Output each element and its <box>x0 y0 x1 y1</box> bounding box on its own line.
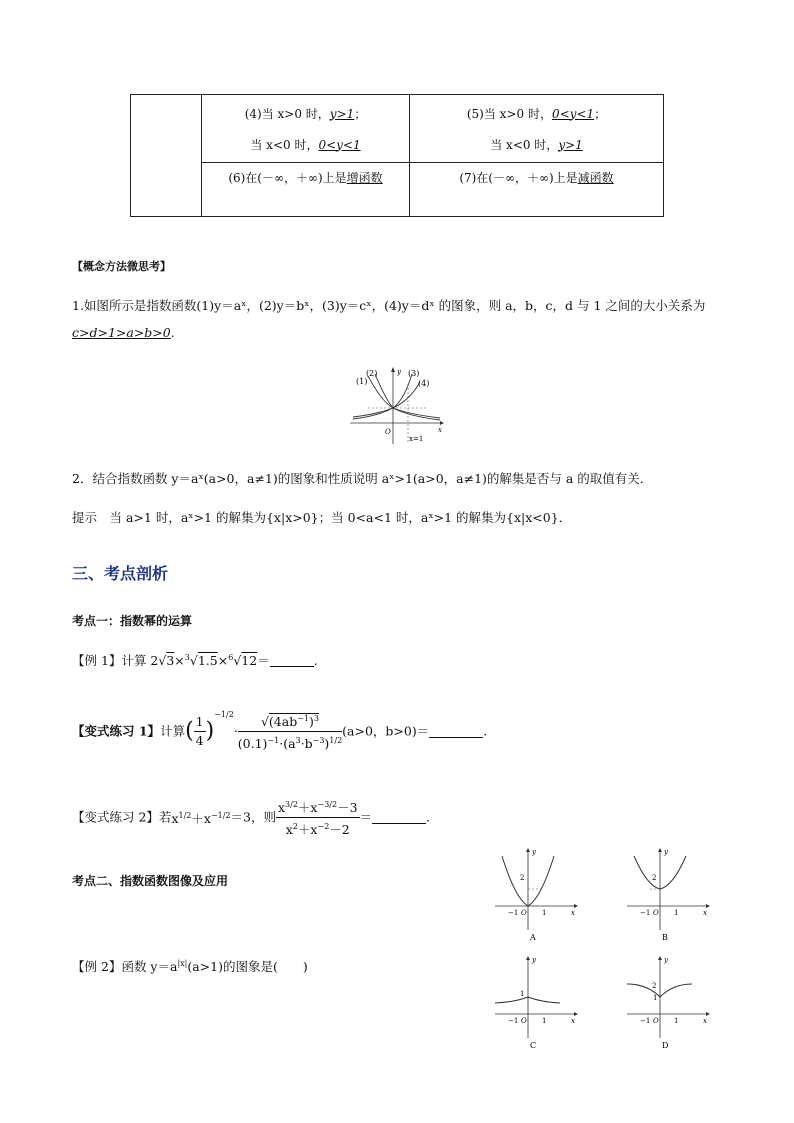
variant-2 <box>72 796 430 844</box>
exponential-curves-figure <box>348 364 448 446</box>
svg-text:y: y <box>664 956 668 964</box>
svg-text:x: x <box>703 909 707 917</box>
svg-text:−1: −1 <box>508 1017 519 1025</box>
cell-case7 <box>410 163 664 217</box>
question-1-answer: c>d>1>a>b>0 <box>72 325 171 340</box>
svg-text:2: 2 <box>520 874 525 882</box>
label-2: (2) <box>366 369 378 378</box>
svg-text:y: y <box>664 848 668 856</box>
variant-1-text: 计算 <box>160 723 186 739</box>
cell5-text: (5)当 x>0 时， <box>466 106 552 121</box>
variant-2-mid: ＝3，则 <box>230 809 276 825</box>
option-D-graph <box>627 956 710 1050</box>
concept-heading: 【概念方法微思考】 <box>72 260 171 273</box>
variant-1-condition: (a>0，b>0)＝ <box>342 723 430 739</box>
big-fraction: $\frac{√(4ab^{-1})^3}{(0.1)^{-1}\cdot(a^3\cdot b^{-3})^{1/2}}$ <box>238 710 342 753</box>
option-B-graph <box>627 848 710 942</box>
property-table <box>130 94 664 217</box>
svg-text:x: x <box>571 909 575 917</box>
label-3: (3) <box>408 369 420 378</box>
option-A-label: A <box>530 933 536 942</box>
svg-text:1: 1 <box>674 909 679 917</box>
quarter-power: ( <box>185 718 194 744</box>
cell4-sep: ； <box>354 106 367 121</box>
svg-text:y: y <box>532 848 536 856</box>
empty-cell <box>131 95 202 217</box>
question-2-hint: 提示 当 a>1 时，aˣ>1 的解集为{x|x>0}；当 0<a<1 时，aˣ>1 的解集为{x|x<0}． <box>72 510 572 525</box>
svg-text:2: 2 <box>652 982 657 990</box>
y-axis-label: y <box>397 368 401 376</box>
answer-blank-1[interactable] <box>270 654 314 667</box>
cell5b-answer: y>1 <box>558 137 583 152</box>
example-2-text: 函数 y＝a <box>121 959 178 975</box>
variant-1-tail: . <box>483 723 488 739</box>
option-B-label: B <box>662 933 668 942</box>
question-1: 1.如图所示是指数函数(1)y＝aˣ，(2)y＝bˣ，(3)y＝cˣ，(4)y＝dˣ 的图象，则 a，b，c，d 与 1 之间的大小关系为 <box>72 298 706 313</box>
radical-expression: √3×$^3$√1.5×$^6$√12 <box>158 653 258 669</box>
cell4-text: (4)当 x>0 时， <box>244 106 330 121</box>
option-C-label: C <box>530 1041 537 1050</box>
option-C-graph <box>495 956 578 1050</box>
quarter-fraction: $\frac{1}{4}$ <box>195 714 204 748</box>
example-2-text2: (a>1)的图象是( ) <box>187 959 308 975</box>
svg-text:−1: −1 <box>640 909 651 917</box>
point-1-heading: 考点一：指数幂的运算 <box>72 614 193 628</box>
variant-2-tail: . <box>426 809 431 825</box>
svg-text:O: O <box>521 909 527 917</box>
example-1-label: 【例 1】 <box>72 653 122 669</box>
variant-1: 【变式练习 1】计算( $\frac{1}{4}$ )$^{-1/2}$· $\frac{√(4ab^{-1})^3}{(0.1)^{-1}\cdot(a^3\cdot b^{-3})^{1/2}}$ (a>0，b>0)＝ . <box>72 710 488 752</box>
example-1-tail: . <box>313 653 318 669</box>
cell7-text: (7)在(－∞，＋∞)上是 <box>459 171 578 185</box>
variant-2-label: 【变式练习 2】 <box>72 809 159 825</box>
option-D-label: D <box>662 1041 669 1050</box>
origin-label: O <box>385 428 391 436</box>
example-2: 【例 2】函数 $y=a^{|x|}(a>1)$的图象是( ) <box>72 959 308 975</box>
svg-text:−1: −1 <box>508 909 519 917</box>
cell-case5 <box>410 95 664 163</box>
svg-text:1: 1 <box>520 990 525 998</box>
x-power-sum: $x^{1/2}+x^{-1/2}$ <box>171 811 231 827</box>
x1-label: x=1 <box>409 435 424 443</box>
cell-case4 <box>202 95 410 163</box>
svg-text:1: 1 <box>653 994 658 1002</box>
cell7-answer: 减函数 <box>577 171 614 185</box>
example-2-label: 【例 2】 <box>72 959 122 975</box>
answer-blank-2[interactable] <box>429 725 483 738</box>
cell6-text: (6)在(－∞，＋∞)上是 <box>228 171 347 185</box>
svg-text:−1: −1 <box>640 1017 651 1025</box>
svg-text:O: O <box>653 1017 659 1025</box>
svg-text:1: 1 <box>542 1017 547 1025</box>
cell5b-text: 当 x<0 时， <box>490 137 559 152</box>
svg-text:O: O <box>521 1017 527 1025</box>
example-1-equals: ＝ <box>257 653 270 669</box>
svg-text:y: y <box>532 956 536 964</box>
variant-2-text: 若 <box>158 809 172 825</box>
option-graphs <box>490 848 720 1058</box>
cell6-answer: 增函数 <box>346 171 383 185</box>
option-A-graph <box>495 848 578 942</box>
cell5-answer: 0<y<1 <box>551 106 595 121</box>
x-axis-label: x <box>438 426 442 434</box>
svg-text:x: x <box>703 1017 707 1025</box>
question-2: 2．结合指数函数 y＝aˣ(a>0，a≠1)的图象和性质说明 aˣ>1(a>0，a≠1)的解集是否与 a 的取值有关． <box>72 471 653 486</box>
curve-4 <box>353 382 420 417</box>
example-1 <box>72 649 318 670</box>
cell5-sep: ； <box>594 106 607 121</box>
label-4: (4) <box>418 379 430 388</box>
point-2-heading: 考点二、指数函数图像及应用 <box>72 874 229 888</box>
cell-case6 <box>202 163 410 217</box>
example-1-text: 计算 2 <box>121 653 159 669</box>
svg-text:1: 1 <box>674 1017 679 1025</box>
svg-text:1: 1 <box>542 909 547 917</box>
answer-blank-3[interactable] <box>372 811 426 824</box>
cell4b-answer: 0<y<1 <box>318 137 361 152</box>
question-1-answer-line <box>72 324 175 342</box>
variant-2-equals: ＝ <box>359 809 373 825</box>
label-1: (1) <box>356 377 368 386</box>
svg-text:O: O <box>653 909 659 917</box>
variant-1-label: 【变式练习 1】 <box>72 723 161 739</box>
cell4b-text: 当 x<0 时， <box>250 137 319 152</box>
question-1-end: . <box>170 325 175 340</box>
cell4-answer: y>1 <box>329 106 355 121</box>
curve-2 <box>375 374 440 420</box>
section-title: 三、考点剖析 <box>72 564 169 583</box>
svg-text:x: x <box>571 1017 575 1025</box>
x-fraction: $\frac{x^{3/2}+x^{-3/2}-3}{x^2+x^{-2}-2}$ <box>276 796 360 839</box>
svg-text:2: 2 <box>652 874 657 882</box>
